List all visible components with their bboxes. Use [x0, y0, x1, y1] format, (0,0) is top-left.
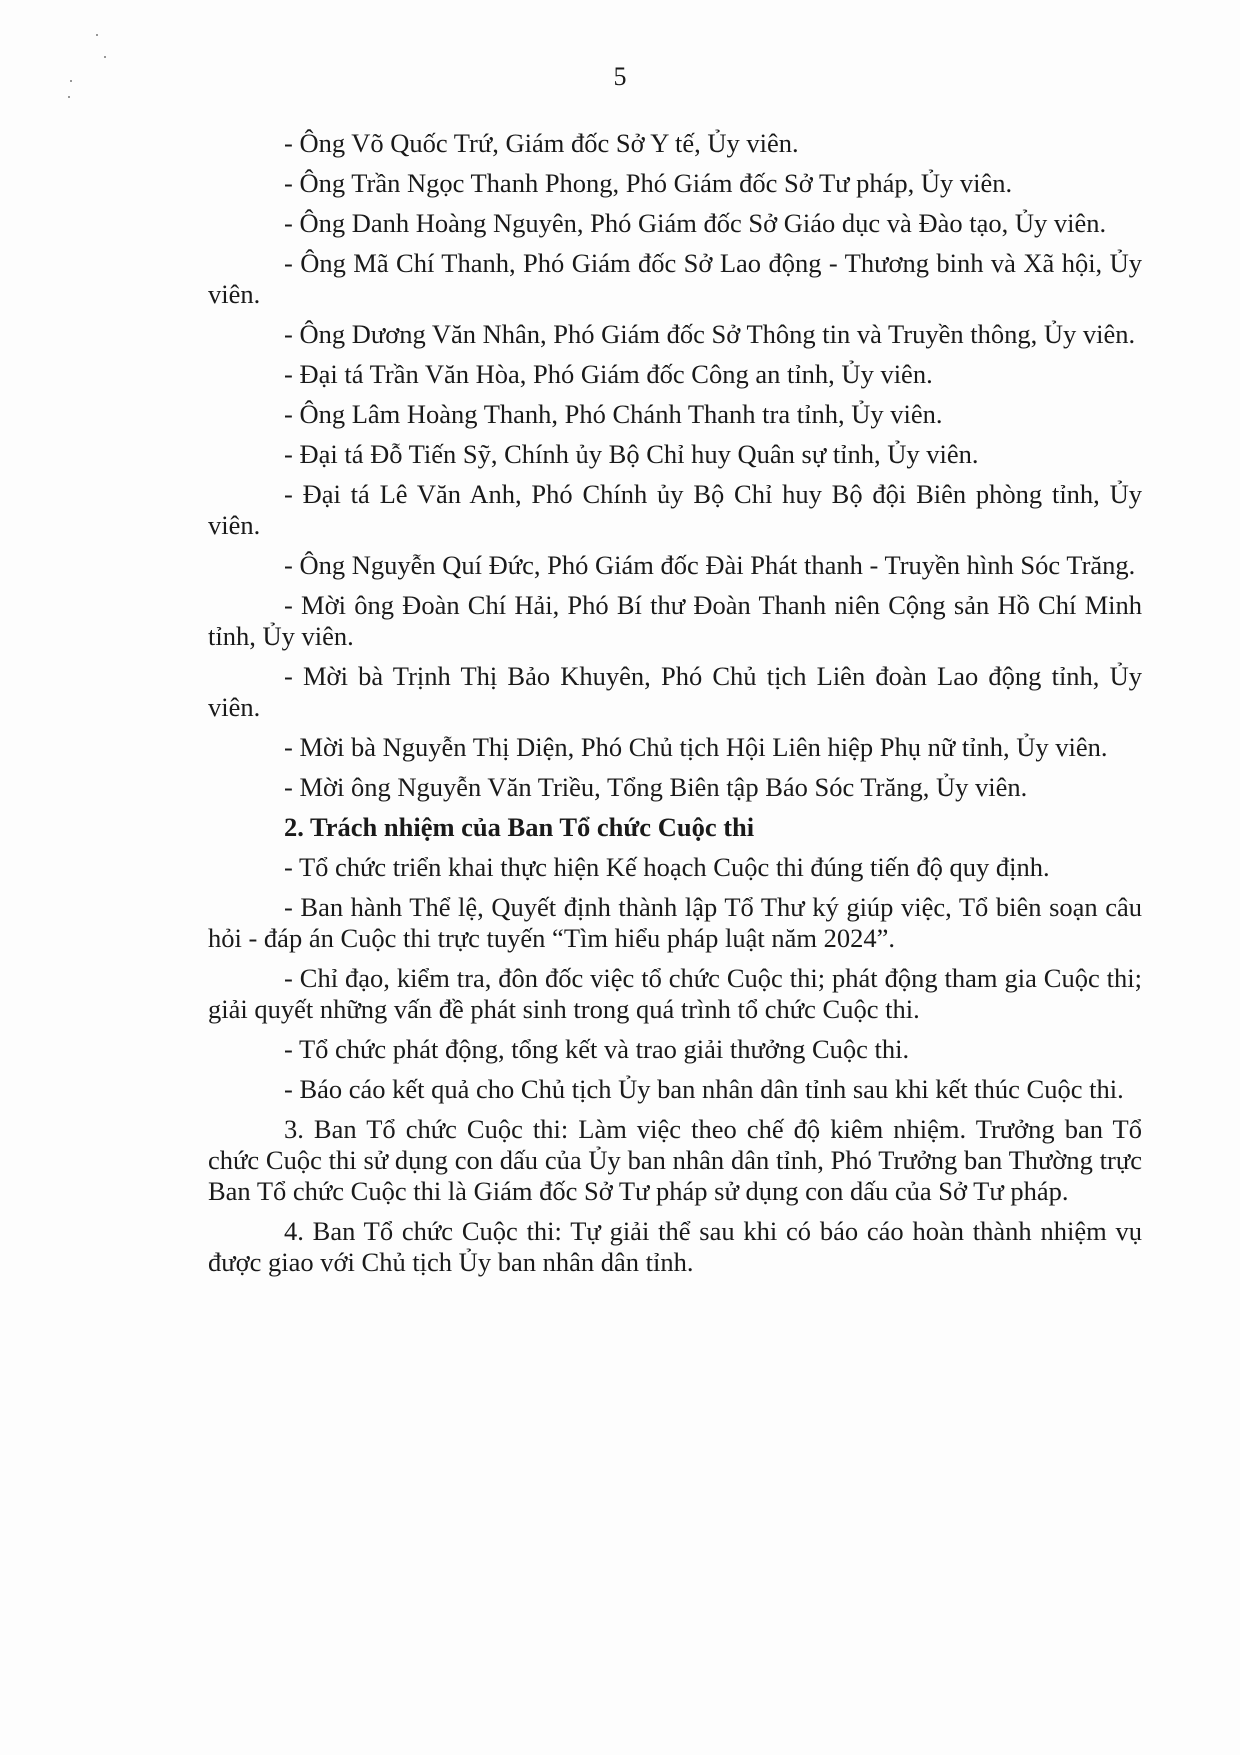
- scan-speck: [104, 56, 106, 58]
- responsibility-item: - Tổ chức phát động, tổng kết và trao giải thưởng Cuộc thi.: [284, 1034, 910, 1064]
- scan-speck: [96, 34, 98, 36]
- member-item: - Ông Trần Ngọc Thanh Phong, Phó Giám đốc Sở Tư pháp, Ủy viên.: [284, 168, 1013, 198]
- member-item: - Đại tá Trần Văn Hòa, Phó Giám đốc Công an tỉnh, Ủy viên.: [284, 359, 933, 389]
- responsibility-item: - Ban hành Thể lệ, Quyết định thành lập Tổ Thư ký giúp việc, Tổ biên soạn câu hỏi - đáp án Cuộc thi trực tuyến “Tìm hiểu pháp luật năm 2024”.: [208, 892, 1142, 953]
- member-item: - Mời bà Nguyễn Thị Diện, Phó Chủ tịch Hội Liên hiệp Phụ nữ tỉnh, Ủy viên.: [284, 732, 1108, 762]
- member-item: - Đại tá Lê Văn Anh, Phó Chính ủy Bộ Chỉ huy Bộ đội Biên phòng tỉnh, Ủy viên.: [208, 479, 1142, 540]
- member-item: - Mời ông Đoàn Chí Hải, Phó Bí thư Đoàn Thanh niên Cộng sản Hồ Chí Minh tỉnh, Ủy viên.: [208, 590, 1142, 651]
- member-item: - Ông Danh Hoàng Nguyên, Phó Giám đốc Sở Giáo dục và Đào tạo, Ủy viên.: [284, 208, 1107, 238]
- member-item: - Mời ông Nguyễn Văn Triều, Tổng Biên tập Báo Sóc Trăng, Ủy viên.: [284, 772, 1028, 802]
- scan-speck: [68, 96, 70, 98]
- member-item: - Đại tá Đỗ Tiến Sỹ, Chính ủy Bộ Chỉ huy Quân sự tỉnh, Ủy viên.: [284, 439, 979, 469]
- responsibility-item: - Tổ chức triển khai thực hiện Kế hoạch Cuộc thi đúng tiến độ quy định.: [284, 852, 1050, 882]
- responsibility-item: - Chỉ đạo, kiểm tra, đôn đốc việc tổ chức Cuộc thi; phát động tham gia Cuộc thi; giải quyết những vấn đề phát sinh trong quá trình tổ chức Cuộc thi.: [208, 963, 1142, 1024]
- member-item: - Mời bà Trịnh Thị Bảo Khuyên, Phó Chủ tịch Liên đoàn Lao động tỉnh, Ủy viên.: [208, 661, 1142, 722]
- member-item: - Ông Nguyễn Quí Đức, Phó Giám đốc Đài Phát thanh - Truyền hình Sóc Trăng.: [284, 550, 1136, 580]
- member-item: - Ông Võ Quốc Trứ, Giám đốc Sở Y tế, Ủy viên.: [284, 128, 799, 158]
- page-number: 5: [613, 62, 627, 91]
- member-item: - Ông Mã Chí Thanh, Phó Giám đốc Sở Lao động - Thương binh và Xã hội, Ủy viên.: [208, 248, 1142, 309]
- responsibility-item: - Báo cáo kết quả cho Chủ tịch Ủy ban nhân dân tỉnh sau khi kết thúc Cuộc thi.: [284, 1074, 1124, 1104]
- section-heading: 2. Trách nhiệm của Ban Tổ chức Cuộc thi: [284, 812, 755, 842]
- member-item: - Ông Lâm Hoàng Thanh, Phó Chánh Thanh tra tỉnh, Ủy viên.: [284, 399, 943, 429]
- section-3-paragraph: 3. Ban Tổ chức Cuộc thi: Làm việc theo chế độ kiêm nhiệm. Trưởng ban Tổ chức Cuộc thi sử dụng con dấu của Ủy ban nhân dân tỉnh, Phó Trưởng ban Thường trực Ban Tổ chức Cuộc thi là Giám đốc Sở Tư pháp sử dụng con dấu của Sở Tư pháp.: [208, 1114, 1142, 1206]
- member-item: - Ông Dương Văn Nhân, Phó Giám đốc Sở Thông tin và Truyền thông, Ủy viên.: [284, 319, 1136, 349]
- document-body: [208, 128, 1142, 1287]
- section-4-paragraph: 4. Ban Tổ chức Cuộc thi: Tự giải thể sau khi có báo cáo hoàn thành nhiệm vụ được giao với Chủ tịch Ủy ban nhân dân tỉnh.: [208, 1216, 1142, 1277]
